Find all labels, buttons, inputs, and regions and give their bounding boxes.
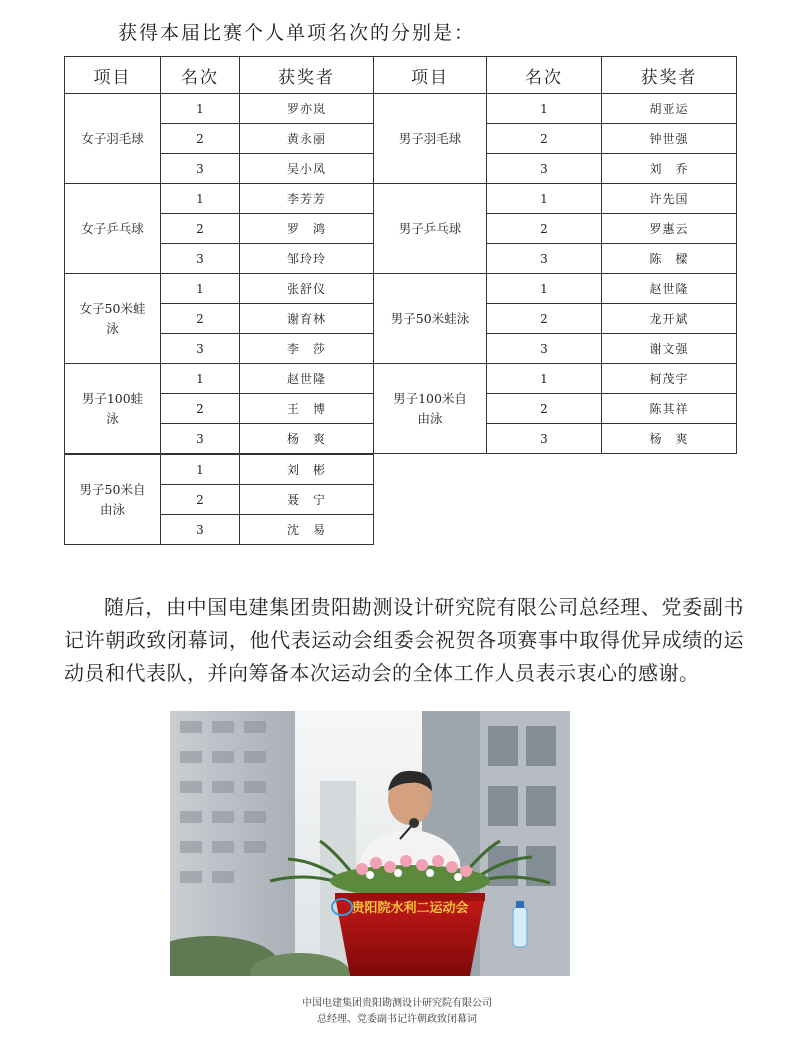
place: 2 (161, 304, 240, 334)
winner: 聂 宁 (240, 485, 374, 515)
table-row (65, 455, 374, 485)
winner: 谢育林 (240, 304, 374, 334)
place: 1 (161, 364, 240, 394)
place: 2 (161, 394, 240, 424)
winner: 谢文强 (602, 334, 737, 364)
place: 1 (161, 94, 240, 124)
body-paragraph: 随后，由中国电建集团贵阳勘测设计研究院有限公司总经理、党委副书记许朝政致闭幕词，他代表运动会组委会祝贺各项赛事中取得优异成绩的运动员和代表队，并向筹备本次运动会的全体工作人员表示衷心的感谢。 (64, 595, 744, 685)
place: 2 (487, 394, 602, 424)
winner: 黄永丽 (240, 124, 374, 154)
place: 3 (487, 244, 602, 274)
place: 1 (161, 274, 240, 304)
place: 3 (161, 334, 240, 364)
event-name: 男子100蛙泳 (65, 364, 161, 454)
photo-caption (0, 996, 794, 1028)
winner: 陈其祥 (602, 394, 737, 424)
winner: 李 莎 (240, 334, 374, 364)
table-row (65, 274, 374, 304)
header-winner: 获奖者 (240, 57, 374, 94)
header-row (65, 57, 374, 94)
winner: 刘 彬 (240, 455, 374, 485)
event-name: 男子乒乓球 (374, 184, 487, 274)
table-row (65, 94, 374, 124)
place: 3 (161, 154, 240, 184)
event-name: 女子羽毛球 (65, 94, 161, 184)
header-row (374, 57, 737, 94)
winner: 许先国 (602, 184, 737, 214)
place: 3 (161, 244, 240, 274)
winner: 杨 爽 (602, 424, 737, 454)
event-name: 男子100米自由泳 (374, 364, 487, 454)
winner: 罗亦岚 (240, 94, 374, 124)
place: 2 (161, 485, 240, 515)
place: 3 (161, 424, 240, 454)
winner: 王 博 (240, 394, 374, 424)
event-name: 女子50米蛙泳 (65, 274, 161, 364)
winner: 刘 乔 (602, 154, 737, 184)
place: 1 (487, 94, 602, 124)
winner: 张舒仪 (240, 274, 374, 304)
speech-photo-illustration (170, 711, 570, 976)
podium-banner-text: 贵阳院水利二运动会 (351, 901, 469, 916)
event-name: 男子羽毛球 (374, 94, 487, 184)
place: 1 (161, 184, 240, 214)
winner: 杨 爽 (240, 424, 374, 454)
table-row (374, 364, 737, 394)
place: 3 (161, 515, 240, 545)
place: 3 (487, 334, 602, 364)
caption-line-1: 中国电建集团贵阳勘测设计研究院有限公司 (302, 998, 492, 1009)
results-table-right (373, 56, 737, 454)
table-row (374, 94, 737, 124)
place: 1 (487, 274, 602, 304)
intro-text: 获得本届比赛个人单项名次的分别是： (118, 22, 476, 44)
winner: 陈 樑 (602, 244, 737, 274)
event-name: 男子50米蛙泳 (374, 274, 487, 364)
header-winner: 获奖者 (602, 57, 737, 94)
header-place: 名次 (161, 57, 240, 94)
place: 2 (161, 124, 240, 154)
winner: 龙开斌 (602, 304, 737, 334)
place: 3 (487, 154, 602, 184)
winner: 钟世强 (602, 124, 737, 154)
place: 2 (161, 214, 240, 244)
place: 1 (487, 184, 602, 214)
header-event: 项目 (65, 57, 161, 94)
winner: 柯茂宇 (602, 364, 737, 394)
winner: 李芳芳 (240, 184, 374, 214)
header-place: 名次 (487, 57, 602, 94)
table-row (65, 364, 374, 394)
place: 1 (161, 455, 240, 485)
winner: 罗 鸿 (240, 214, 374, 244)
event-name: 女子乒乓球 (65, 184, 161, 274)
place: 1 (487, 364, 602, 394)
winner: 赵世隆 (240, 364, 374, 394)
place: 3 (487, 424, 602, 454)
winner: 赵世隆 (602, 274, 737, 304)
event-name: 男子50米自由泳 (65, 455, 161, 545)
closing-speech-photo (170, 711, 570, 976)
results-table-left (64, 56, 374, 454)
table-row (374, 274, 737, 304)
table-row (374, 184, 737, 214)
winner: 吴小凤 (240, 154, 374, 184)
winner: 胡亚运 (602, 94, 737, 124)
winner: 罗惠云 (602, 214, 737, 244)
place: 2 (487, 214, 602, 244)
results-table-extra (64, 454, 374, 545)
winner: 邹玲玲 (240, 244, 374, 274)
place: 2 (487, 124, 602, 154)
header-event: 项目 (374, 57, 487, 94)
caption-line-2: 总经理、党委副书记许朝政致闭幕词 (317, 1014, 477, 1025)
table-row (65, 184, 374, 214)
place: 2 (487, 304, 602, 334)
winner: 沈 易 (240, 515, 374, 545)
